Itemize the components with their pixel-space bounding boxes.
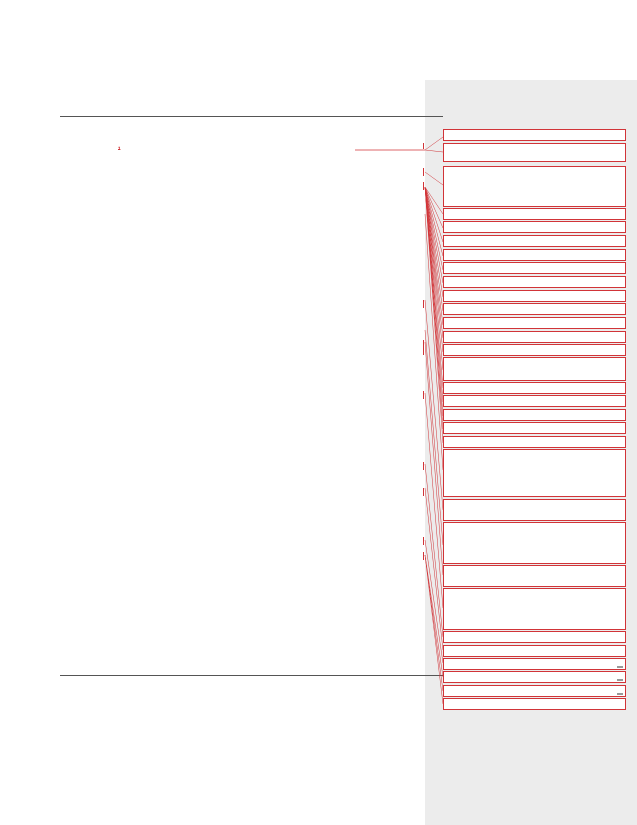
comment-balloon[interactable] <box>443 208 626 220</box>
comment-balloon[interactable] <box>443 235 626 247</box>
footer-rule <box>60 675 443 676</box>
comment-more-button[interactable] <box>617 679 623 681</box>
change-bar <box>423 143 424 149</box>
comment-balloon[interactable] <box>443 422 626 434</box>
comment-balloon[interactable] <box>443 344 626 356</box>
comment-balloon[interactable] <box>443 522 626 564</box>
comment-balloon[interactable] <box>443 262 626 274</box>
comment-balloon[interactable] <box>443 658 626 670</box>
comment-balloon[interactable] <box>443 395 626 407</box>
comment-balloon[interactable] <box>443 685 626 697</box>
header-rule <box>60 116 443 117</box>
comment-balloon[interactable] <box>443 290 626 302</box>
comment-balloon[interactable] <box>443 631 626 643</box>
change-bar <box>423 168 424 176</box>
comment-balloon[interactable] <box>443 588 626 630</box>
change-bar <box>423 552 424 560</box>
comment-balloon[interactable] <box>443 671 626 683</box>
comment-balloon[interactable] <box>443 565 626 587</box>
comment-balloon[interactable] <box>443 249 626 261</box>
comment-balloon[interactable] <box>443 645 626 657</box>
comment-more-button[interactable] <box>617 666 623 668</box>
comment-balloon[interactable] <box>443 166 626 207</box>
comment-balloon[interactable] <box>443 143 626 162</box>
comment-balloon[interactable] <box>443 436 626 448</box>
comment-balloon[interactable] <box>443 499 626 521</box>
change-bar <box>423 340 424 355</box>
comment-balloon[interactable] <box>443 698 626 710</box>
comment-balloon[interactable] <box>443 303 626 315</box>
change-bar <box>423 300 424 308</box>
part-title: , <box>118 140 121 150</box>
comment-balloon[interactable] <box>443 331 626 343</box>
comment-balloon[interactable] <box>443 276 626 288</box>
comment-balloon[interactable] <box>443 129 626 141</box>
change-bar <box>423 537 424 545</box>
comment-balloon[interactable] <box>443 382 626 394</box>
change-bar <box>423 182 424 190</box>
comment-balloon[interactable] <box>443 317 626 329</box>
change-bar <box>423 462 424 470</box>
change-bar <box>423 488 424 496</box>
comment-balloon[interactable] <box>443 409 626 421</box>
comment-balloon[interactable] <box>443 221 626 233</box>
comment-more-button[interactable] <box>617 693 623 695</box>
comment-balloon[interactable] <box>443 449 626 497</box>
comment-balloon[interactable] <box>443 357 626 381</box>
change-bar <box>423 391 424 399</box>
